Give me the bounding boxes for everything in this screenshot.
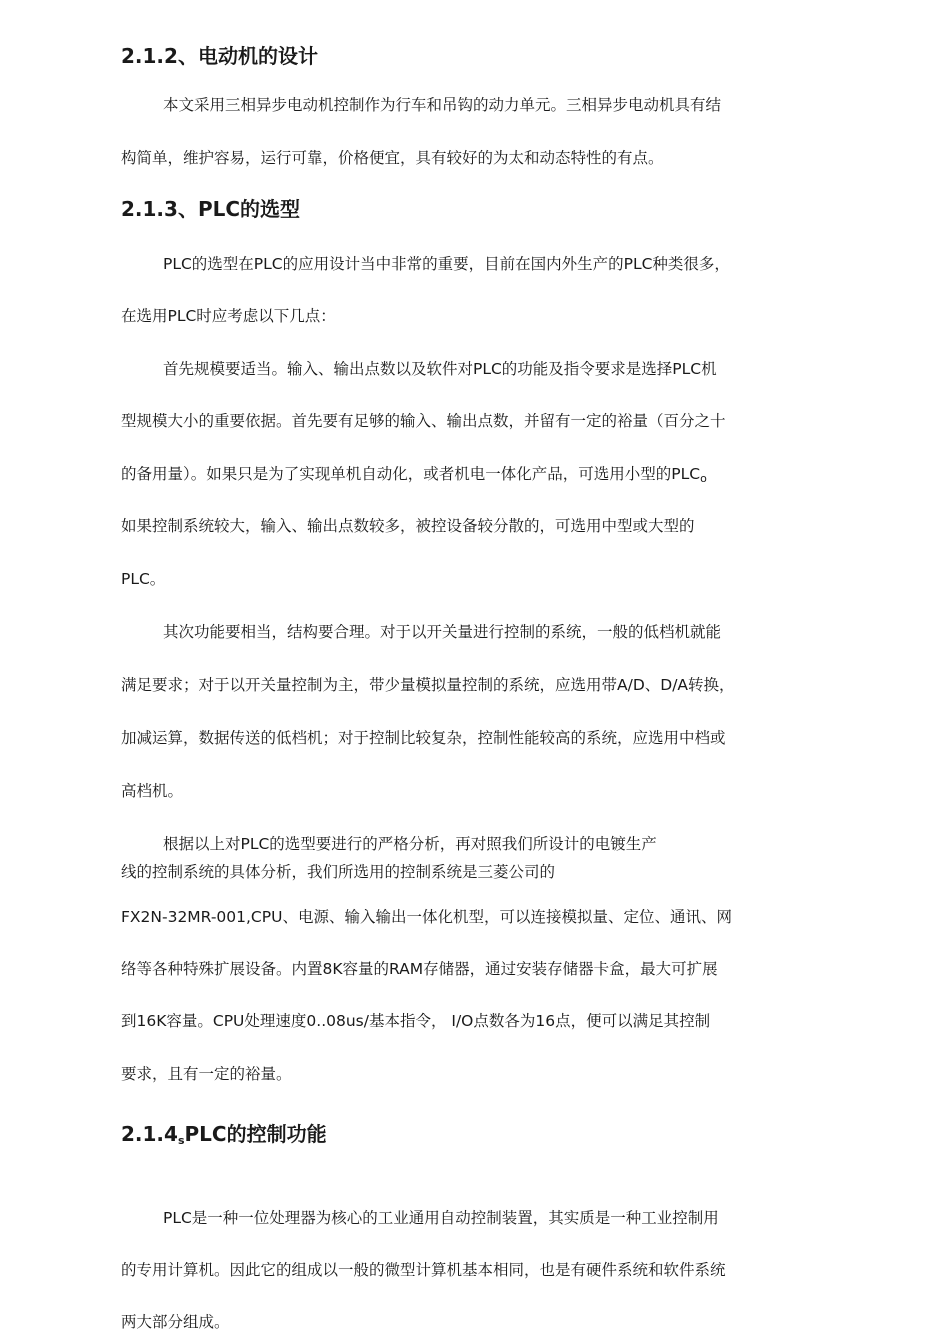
paragraph-line: 要求，且有一定的裕量。 [121, 1065, 292, 1083]
paragraph-line: 首先规模要适当。输入、输出点数以及软件对PLC的功能及指令要求是选择PLC机 [163, 360, 717, 378]
section-heading-plc-control-function [121, 1120, 327, 1152]
paragraph-line: 的专用计算机。因此它的组成以一般的微型计算机基本相同，也是有硬件系统和软件系统 [121, 1261, 726, 1279]
paragraph-line: PLC的选型在PLC的应用设计当中非常的重要，目前在国内外生产的PLC种类很多， [163, 255, 730, 273]
paragraph-line: FX2N-32MR-001,CPU、电源、输入输出一体化机型，可以连接模拟量、定位、通讯、网 [121, 908, 732, 926]
subscript-mark: s [177, 1134, 185, 1147]
line-text: 的备用量）。如果只是为了实现单机自动化，或者机电一体化产品，可选用小型的PLC [121, 465, 701, 483]
section-heading-plc-selection: 2.1.3、PLC的选型 [121, 197, 301, 221]
section-heading-motor-design: 2.1.2、电动机的设计 [121, 44, 318, 68]
heading-text: PLC的控制功能 [184, 1122, 327, 1146]
paragraph-line: 加减运算，数据传送的低档机；对于控制比较复杂，控制性能较高的系统，应选用中档或 [121, 729, 726, 747]
heading-number: 2.1.4 [121, 1122, 178, 1146]
subscript-mark: o [700, 472, 707, 485]
paragraph-line: 络等各种特殊扩展设备。内置8K容量的RAM存储器，通过安装存储器卡盒，最大可扩展 [121, 960, 718, 978]
paragraph-line: 高档机。 [121, 782, 184, 800]
paragraph-line: 满足要求；对于以开关量控制为主，带少量模拟量控制的系统，应选用带A/D、D/A转换， [121, 676, 735, 694]
paragraph-line: 构简单，维护容易，运行可靠，价格便宜，具有较好的为太和动态特性的有点。 [121, 149, 664, 167]
paragraph-line [121, 463, 707, 487]
paragraph-line: 如果控制系统较大，输入、输出点数较多，被控设备较分散的，可选用中型或大型的 [121, 517, 695, 535]
paragraph-line: 其次功能要相当，结构要合理。对于以开关量进行控制的系统，一般的低档机就能 [163, 623, 722, 641]
paragraph-line: 根据以上对PLC的选型要进行的严格分析，再对照我们所设计的电镀生产 [163, 835, 657, 853]
paragraph-line: 线的控制系统的具体分析，我们所选用的控制系统是三菱公司的 [121, 863, 556, 881]
paragraph-line: 到16K容量。CPU处理速度0..08us/基本指令， I/O点数各为16点，便可以满足其控制 [121, 1012, 711, 1030]
paragraph-line: 型规模大小的重要依据。首先要有足够的输入、输出点数，并留有一定的裕量（百分之十 [121, 412, 726, 430]
paragraph-line: 两大部分组成。 [121, 1313, 230, 1331]
paragraph-line: 在选用PLC时应考虑以下几点： [121, 307, 336, 325]
paragraph-line: 本文采用三相异步电动机控制作为行车和吊钩的动力单元。三相异步电动机具有结 [163, 96, 722, 114]
paragraph-line: PLC是一种一位处理器为核心的工业通用自动控制装置，其实质是一种工业控制用 [163, 1209, 719, 1227]
paragraph-line: PLC。 [121, 570, 166, 588]
